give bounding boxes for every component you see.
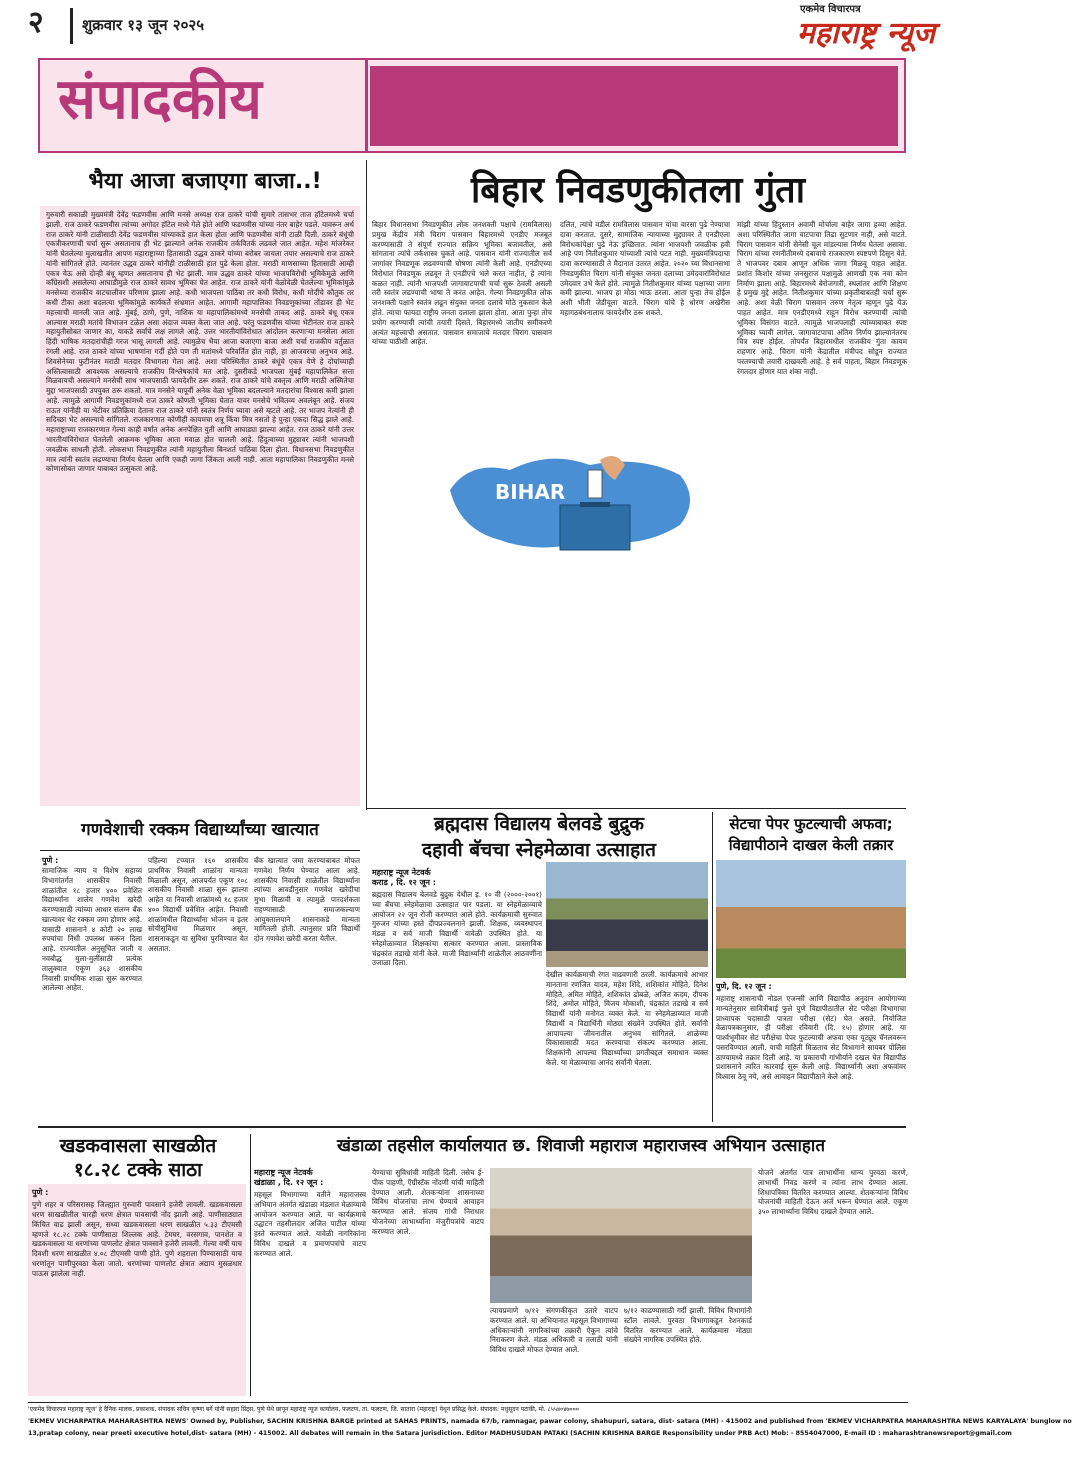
uniform-dateline: पुणे : [42, 856, 59, 865]
uniform-col1: सामाजिक न्याय व विशेष सहाय्य विभागांतर्गत शासकीय निवासी शाळांतील १८ हजार ४०० प्रवेशित विद्यार्थ्यांना शालेय गणवेश खरेदी करण्यासाठी त्यांच्या आधार संलग्न बँक खात्यावर थेट रक्कम जमा होणार आहे. यासाठी शासनाने ४ कोटी २० लाख रुपयांचा निधी उपलब्ध करून दिला आहे. राज्यातील अनुसूचित जाती व नवबौद्ध मुला-मुलींसाठी प्रत्येक तालुक्यात एकूण ३६३ शासकीय निवासी प्राथमिक शाळा सुरू करण्यात आलेल्या आहेत. [42, 866, 142, 993]
school-dateline: कराड , दि. १२ जून : [372, 878, 436, 887]
university-building-photo [716, 860, 906, 978]
khandala-headline: खंडाळा तहसील कार्यालयात छ. शिवाजी महाराज महाराजस्व अभियान उत्साहात [336, 1136, 826, 1156]
khadakwasla-dateline: पुणे : [32, 1188, 49, 1197]
khadakwasla-headline-1: खडकवासला साखळीत [59, 1135, 217, 1157]
issue-date: शुक्रवार १३ जून २०२५ [82, 16, 205, 34]
khadakwasla-headline-2: १८.२८ टक्के साठा [73, 1159, 203, 1181]
editorial-headline: भैया आजा बजाएगा बाजा..! [88, 169, 322, 194]
school-body-1: ब्रह्मदास विद्यालय बेलवडे बुद्रुक येथील इ. १० वी (२०००-२००१) च्या बॅचचा स्नेहमेळावा उत्साहात पार पडला. या स्नेहमेळाव्याचे आयोजन २२ जून रोजी करण्यात आले होते. कार्यक्रमाची सुरुवात गुरुजन यांच्या हस्ते दीपप्रज्वलनाने झाली. शिक्षक, व्यवस्थापन मंडळ व सर्व माजी विद्यार्थी यावेळी उपस्थित होते. या स्नेहमेळाव्यात शिक्षकांचा सत्कार करण्यात आला. प्रास्ताविक चंद्रकांत तडाखे यांनी केले. माजी विद्यार्थ्यांनी शाळेतील आठवणींना उजाळा दिला. [372, 890, 542, 968]
khandala-col5: योजने अंतर्गत पात्र लाभार्थीना धान्य पुरवठा करणे, लाभार्थी निवड करणे व त्यांना लाभ देण्यात आला. शिधापत्रिका वितरित करण्यात आल्या. शेतकऱ्यांना विविध योजनांची माहिती देऊन अर्ज भरून घेण्यात आले. एकूण ३५० लाभार्थ्यांना विविध दाखले देण्यात आले. [758, 1168, 908, 1217]
bihar-col1: बिहार विधानसभा निवडणुकीत लोक जनशक्ती पक्षाचे (रामविलास) प्रमुख केंद्रीय मंत्री चिराग पासवान बिहारमध्ये एनडीए मजबूत करण्यासाठी ते संपूर्ण राज्यात सक्रिय भूमिका बजावतील, असे सांगताना त्यांचे तर्कशास्त्र चुकते आहे. पासवान यांनी राज्यातील सर्व जागांवर निवडणूक लढवण्याची घोषणा त्यांनी केली आहे. एनडीएच्या विरोधात निवडणूक लढवून ते एनडीएचे भले करत नाहीत, हे त्यांना कळत नाही. त्यांनी भाजपशी जागावाटपाची चर्चा सुरू ठेवली असली तरी स्वतंत्र लढण्याची भाषा ते करत आहेत. गेल्या निवडणुकीत लोक जनशक्ती पक्षाने स्वतंत्र लढून संयुक्त जनता दलाचे मोठे नुकसान केले होते. त्याचा फायदा राष्ट्रीय जनता दलाला झाला होता. आता पुन्हा तोच प्रयोग करण्याची त्यांची तयारी दिसते. बिहारमध्ये जातीय समीकरणे अत्यंत महत्त्वाची असतात. पासवान समाजाचे मतदार चिराग पासवान यांच्या पाठीशी आहेत. [372, 220, 552, 347]
editorial-body: गुरुवारी सकाळी मुख्यमंत्री देवेंद्र फडणवीस आणि मनसे अध्यक्ष राज ठाकरे यांची सुमारे तासभर ताज हॉटेलमध्ये चर्चा झाली. राज ठाकरे फडणवीस त्यांच्या अगोदर हॉटेल मध्ये गेले होते आणि फडणवीस यांच्या नंतर बाहेर पडले. यावरून अर्थ राज ठाकरे यांनी टाळीसाठी देवेंद्र फडणवीस यांच्याकडे हात केला होता आणि फडणवीस यांनी टाळी दिली. ठाकरे बंधूंची एकत्रीकरणाची चर्चा सुरू असतानाच ही भेट झाल्याने अनेक राजकीय तर्कवितर्क लढवले जात आहेत. महेश मांजरेकर यांनी घेतलेल्या मुलाखतीत आपण महाराष्ट्राच्या हितासाठी उद्धव ठाकरे यांच्या बरोबर जायला तयार असल्याचे राज ठाकरे यांनी सांगितले होते. त्यानंतर उद्धव ठाकरे यांनीही टाळीसाठी हात पुढे केला होता. मराठी माणसाच्या हितासाठी आम्ही एकत्र येऊ असे दोन्ही बंधू म्हणत असतानाच ही भेट झाली. मात्र उद्धव ठाकरे यांच्या भाजपविरोधी भूमिकेमुळे आणि काँग्रेसशी असलेल्या आघाडीमुळे राज ठाकरे सावध भूमिका घेत आहेत. राज ठाकरे यांनी वेळोवेळी घेतलेल्या भूमिकांमुळे मनसेच्या राजकीय वाटचालीवर परिणाम झाला आहे. कधी भाजपला पाठिंबा तर कधी विरोध, कधी मोदींचे कौतुक तर कधी टीका अशा बदलत्या भूमिकांमुळे कार्यकर्ते संभ्रमात आहेत. आगामी महापालिका निवडणुकांच्या तोंडावर ही भेट महत्त्वाची मानली जात आहे. मुंबई, ठाणे, पुणे, नाशिक या महापालिकांमध्ये मनसेची ताकद आहे. ठाकरे बंधू एकत्र आल्यास मराठी मतांचे विभाजन टळेल असा अंदाज व्यक्त केला जात आहे. परंतु फडणवीस यांच्या भेटीनंतर राज ठाकरे महायुतीसोबत जाणार का, याकडे सर्वांचे लक्ष लागले आहे. उत्तर भारतीयांविरोधात आंदोलन करणाऱ्या मनसेला आता हिंदी भाषिक मतदारांचीही गरज भासू लागली आहे. त्यामुळेच भैया आजा बजाएगा बाजा अशी चर्चा राजकीय वर्तुळात रंगली आहे. राज ठाकरे यांच्या भाषणांना गर्दी होते पण ती मतांमध्ये परिवर्तित होत नाही, हा आजवरचा अनुभव आहे. शिवसेनेच्या फुटीनंतर मराठी मतदार विभागला गेला आहे. अशा परिस्थितीत ठाकरे बंधूंचे एकत्र येणे हे दोघांच्याही अस्तित्वासाठी आवश्यक असल्याचे राजकीय विश्लेषकांचे मत आहे. दुसरीकडे भाजपला मुंबई महापालिकेत सत्ता मिळवायची असल्याने मनसेची साथ भाजपसाठी फायदेशीर ठरू शकते. राज ठाकरे यांचे वक्तृत्व आणि मराठी अस्मितेचा मुद्दा भाजपसाठी उपयुक्त ठरू शकतो. मात्र मनसेने यापूर्वी अनेक वेळा भूमिका बदलल्याने मतदारांचा विश्वास कमी झाला आहे. त्यामुळे आगामी निवडणुकांमध्ये राज ठाकरे कोणती भूमिका घेतात यावर मनसेचे भवितव्य अवलंबून आहे. संजय राऊत यांनीही या भेटीवर प्रतिक्रिया देताना राज ठाकरे यांनी स्वतंत्र निर्णय घ्यावा असे म्हटले आहे. तर भाजप नेत्यांनी ही सदिच्छा भेट असल्याचे सांगितले. राजकारणात कोणीही कायमचा शत्रू किंवा मित्र नसतो हे पुन्हा एकदा सिद्ध झाले आहे. महाराष्ट्राच्या राजकारणात गेल्या काही वर्षांत अनेक अनपेक्षित युती आणि आघाड्या झाल्या आहेत. राज ठाकरे यांनी उत्तर भारतीयांविरोधात घेतलेली आक्रमक भूमिका आता मवाळ होत चालली आहे. हिंदुत्वाच्या मुद्द्यावर त्यांनी भाजपशी जवळीक साधली होती. लोकसभा निवडणुकीत त्यांनी महायुतीला बिनशर्त पाठिंबा दिला होता. विधानसभा निवडणुकीत मात्र त्यांनी स्वतंत्र लढण्याचा निर्णय घेतला आणि एकही जागा जिंकता आली नाही. आता महापालिका निवडणुकीत मनसे कोणासोबत जाणार याबाबत उत्सुकता आहे. [40, 206, 360, 806]
bihar-col3: मांझी यांच्या हिंदुस्तान अवामी मोर्चाला बाहेर जागा हव्या आहेत. अशा परिस्थितीत जागा वाटपाचा तिढा सुटणार नाही, असे वाटते. चिराग पासवान यांनी सेनेसी चूल मांडल्यास निर्णय घेतला असावा. चिराग यांच्या रणनीतीमध्ये दबावाचे राजकारण स्पष्टपणे दिसून येते. ते भाजपवर दबाव आणून अधिक जागा मिळवू पाहत आहेत. प्रशांत किशोर यांच्या जनसुराज पक्षामुळे आणखी एक नवा कोन निर्माण झाला आहे. बिहारमध्ये बेरोजगारी, स्थलांतर आणि शिक्षण हे प्रमुख मुद्दे आहेत. नितीशकुमार यांच्या प्रकृतीबाबतही चर्चा सुरू आहे. अशा वेळी चिराग पासवान तरुण नेतृत्व म्हणून पुढे येऊ पाहत आहेत. मात्र एनडीएमध्ये राहून विरोध करण्याची त्यांची भूमिका विसंगत वाटते. त्यामुळे भाजपलाही त्यांच्याबाबत स्पष्ट भूमिका घ्यावी लागेल. जागावाटपाचा अंतिम निर्णय झाल्यानंतरच चित्र स्पष्ट होईल. तोपर्यंत बिहारमधील राजकीय गुंता कायम राहणार आहे. चिराग यांनी केंद्रातील मंत्रीपद सोडून राज्यात परतण्याची तयारी दाखवली आहे. हे सर्व पाहता, बिहार निवडणूक रंगतदार होणार यात शंका नाही. [737, 220, 907, 376]
uniform-headline: गणवेशाची रक्कम विद्यार्थ्यांच्या खात्यात [81, 820, 319, 840]
school-group-photo [546, 862, 708, 967]
school-body-2: देखील कार्यक्रमाची रंगत वाढवणारी ठरली. कार्यक्रमाचे आभार मानताना रणजित यादव, महेश शिंदे, शशिकांत मोहिते, दिनेश मोहिते, अमित मोहिते, शशिकांत ढोबळे, अजित कदम, दीपक शिंदे, अमोल मोहिते, विजय मोकाशी, चंद्रकांत तडाखे व सर्व विद्यार्थी यांनी मनोगत व्यक्त केले. या स्नेहमेळाव्यात माजी विद्यार्थी व विद्यार्थिनी मोठ्या संख्येने उपस्थित होते. सर्वांनी आपापल्या जीवनातील अनुभव सांगितले. शाळेच्या विकासासाठी मदत करण्याचा संकल्प करण्यात आला. शिक्षकांनी आपल्या विद्यार्थ्यांच्या प्रगतीबद्दल समाधान व्यक्त केले. या मेळाव्याचा आनंद सर्वांनी घेतला. [546, 970, 708, 1068]
khandala-col1: महसूल विभागाच्या वतीने महाराजस्व अभियान अंतर्गत खंडाळा मंडलात मेळाव्याचे आयोजन करण्यात आले. या कार्यक्रमाचे उद्घाटन तहसीलदार अजित पाटील यांच्या हस्ते करण्यात आले. यावेळी नागरिकांना विविध दाखले व प्रमाणपत्रांचे वाटप करण्यात आले. [254, 1190, 366, 1258]
footer-line-2: 'EKMEV VICHARPATRA MAHARASHTRA NEWS' Owned by, Publisher, SACHIN KRISHNA BARGE printed at SAHAS PRINTS, namada 67/b, ramnagar, pawar colony, shahupuri, satara, dist- satara (MH) - 415002 and published from 'EKMEV VICHARPATRA MAHARASHTRA NEWS KARYALAYA' bunglow no [28, 1418, 1072, 1425]
masthead-tagline: एकमेव विचारपत्र [800, 4, 861, 15]
exam-headline-2: विद्यापीठाने दाखल केली तक्रार [728, 836, 894, 854]
exam-dateline: पुणे, दि. १२ जून : [716, 982, 772, 991]
khandala-byline: महाराष्ट्र न्यूज नेटवर्क [254, 1168, 313, 1177]
section-banner [38, 58, 906, 153]
masthead-paper-name: महाराष्ट्र न्यूज [796, 16, 935, 51]
bihar-col2: दलित, त्यांचे वडील रामविलास पासवान यांचा वारसा पुढे नेण्याचा दावा करतात. दुसरे, सामाजिक न्यायाच्या मुद्द्यावर ते एनडीएला विरोधकांपेक्षा पुढे नेऊ इच्छितात. त्यांना भाजपशी जवळीक हवी आहे पण नितीशकुमार यांच्याशी त्यांचे पटत नाही. मुख्यमंत्रिपदाचा दावा करण्यासाठी ते मैदानात उतरत आहेत. २०२० च्या विधानसभा निवडणुकीत चिराग यांनी संयुक्त जनता दलाच्या उमेदवारांविरोधात उमेदवार उभे केले होते. त्यामुळे नितीशकुमार यांच्या पक्षाच्या जागा कमी झाल्या. भाजप हा मोठा भाऊ ठरला. आता पुन्हा तेच होईल अशी भीती जेडीयूला वाटते. चिराग यांचे हे धोरण अखेरीस महागठबंधनालाच फायदेशीर ठरू शकते. [560, 220, 730, 318]
footer-line-1: 'एकमेव विचारपत्र महाराष्ट्र न्यूज' हे दैनिक मालक, प्रकाशक, संपादक सचिन कृष्णा बर्गे यांनी सहारा प्रिंट्स, पुणे येथे छापून महाराष्ट्र न्यूज कार्यालय, फलटण, ता. फलटण, जि. सातारा (महाराष्ट्र) येथून प्रसिद्ध केले. संपादक: मधुसूदन पटाकी, मो. ८५५४०४७००० [28, 1406, 579, 1413]
school-headline-2: दहावी बॅचचा स्नेहमेळावा उत्साहात [422, 839, 656, 861]
school-headline-1: ब्रह्मदास विद्यालय बेलवडे बुद्रुक [433, 813, 645, 835]
khandala-event-photo [490, 1168, 752, 1303]
masthead [0, 0, 945, 52]
page-number: २ [28, 5, 44, 40]
khadakwasla-body: पुणे शहर व परिसरासह जिल्ह्यात गुरुवारी पावसाने हजेरी लावली. खडकवासला धरण साखळीतील चारही धरण क्षेत्रात पावसाची नोंद झाली आहे. पाणीसाठ्यात किंचित वाढ झाली असून, सध्या खडकवासला धरण साखळीत ५.३३ टीएमसी म्हणजे १८.२८ टक्के पाणीसाठा शिल्लक आहे. टेमघर, वरसगाव, पानशेत व खडकवासला या धरणांच्या पाणलोट क्षेत्रात पावसाने हजेरी लावली. गेल्या वर्षी याच दिवशी धरण साखळीत ४.०८ टीएमसी पाणी होते. पुणे शहराला पिण्यासाठी याच धरणांतून पाणीपुरवठा केला जातो. धरणांच्या पाणलोट क्षेत्रात अद्याप मुसळधार पाऊस झालेला नाही. [32, 1200, 242, 1278]
khadakwasla-box [28, 1184, 246, 1396]
exam-headline-1: सेटचा पेपर फुटल्याची अफवा; [729, 815, 893, 833]
section-label: संपादकीय [58, 67, 262, 132]
khandala-dateline: खंडाळा , दि. १२ जून : [254, 1178, 324, 1187]
uniform-col2: पहिल्या टप्प्यात १६० शासकीय प्राथमिक निवासी शाळांना मान्यता मिळाली असून, आजपर्यंत एकूण १०८ शासकीय निवासी शाळा सुरू झाल्या आहेत या निवासी शाळांमध्ये १८ हजार ४०० विद्यार्थी प्रवेशित आहेत. निवासी शाळांमधील विद्यार्थ्यांना भोजन व इतर सोयीसुविधा मिळणार असून, शासनाकडून या सुविधा पुरविण्यात येत असतात. [148, 856, 248, 954]
school-byline: महाराष्ट्र न्यूज नेटवर्क [372, 868, 431, 877]
khandala-col3: त्याचप्रमाणे ७/१२ संगणकीकृत उतारे वाटप करण्यात आले. या अभियानात महसूल विभागाच्या अधिकाऱ्यांनी नागरिकांच्या तक्रारी ऐकून त्यांचे निराकरण केले. मंडळ अधिकारी व तलाठी यांनी विविध दाखले मोफत देण्यात आले. [490, 1306, 618, 1355]
exam-body: महाराष्ट्र शासनाची नोडल एजन्सी आणि विद्यापीठ अनुदान आयोगाच्या मान्यतेनुसार सावित्रीबाई फुले पुणे विद्यापीठातील सेट परीक्षा विभागाचा प्राध्यापक पदासाठी पात्रता परीक्षा (सेट) घेत असते. नियोजित वेळापत्रकानुसार, ही परीक्षा रविवारी (दि. १५) होणार आहे. या पार्श्वभूमीवर सेट परीक्षेचा पेपर फुटल्याची अफवा एका यूट्यूब चॅनलवरून पसरविण्यात आली. याची माहिती मिळताच सेट विभागाने सायबर पोलिस ठाण्यामध्ये तक्रार दिली आहे. या प्रकाराची गांभीर्याने दखल घेत विद्यापीठ प्रशासनाने त्वरित कारवाई सुरू केली आहे. विद्यार्थ्यांनी अशा अफवांवर विश्वास ठेवू नये, असे आवाहन विद्यापीठाने केले आहे. [716, 994, 906, 1082]
map-label: BIHAR [495, 480, 566, 504]
uniform-col3: बँक खात्यात जमा करण्याबाबत मोफत गणवेश निर्णय घेण्यात आला आहे. शासकीय निवासी शाळेतील विद्यार्थ्यांना त्यांच्या आवडीनुसार गणवेश खरेदीचा मुभा मिळावी व त्यामुळे पारदर्शकता राहण्यासाठी समाजकल्याण आयुक्तालयाने शासनाकडे मान्यता मागितली होती. त्यानुसार प्रति विद्यार्थी दोन गणवेश खरेदी करता येतील. [254, 856, 360, 944]
bihar-headline: बिहार निवडणुकीतला गुंता [470, 170, 806, 211]
khandala-col2: येण्याचा सुविधांची माहिती दिली. तसेच ई-पीक पाहणी, ऍग्रीस्टॅक नोंदणी यांची माहिती देण्यात आली. शेतकऱ्यांना शासनाच्या विविध योजनांचा लाभ घेण्याचे आवाहन करण्यात आले. संजय गांधी निराधार योजनेच्या लाभार्थ्यांना मंजुरीपत्रांचे वाटप करण्यात आले. [372, 1168, 484, 1236]
khandala-col4: ७/१२ काढण्यासाठी गर्दी झाली. विविध विभागांनी स्टॉल लावले. पुरवठा विभागाकडून रेशनकार्ड वितरित करण्यात आले. कार्यक्रमास मोठ्या संख्येने नागरिक उपस्थित होते. [624, 1306, 752, 1345]
footer-line-3: 13,pratap colony, near preeti executive hotel,dist- satara (MH) - 415002. All debates will remain in the Satara jurisdiction. Editor MADHUSUDAN PATAKI (SACHIN KRISHNA BARGE Responsibility under PRB Act) Mob: - 8554047000, E-mail ID : maharashtranewsreport@gmail.com [28, 1430, 1012, 1437]
